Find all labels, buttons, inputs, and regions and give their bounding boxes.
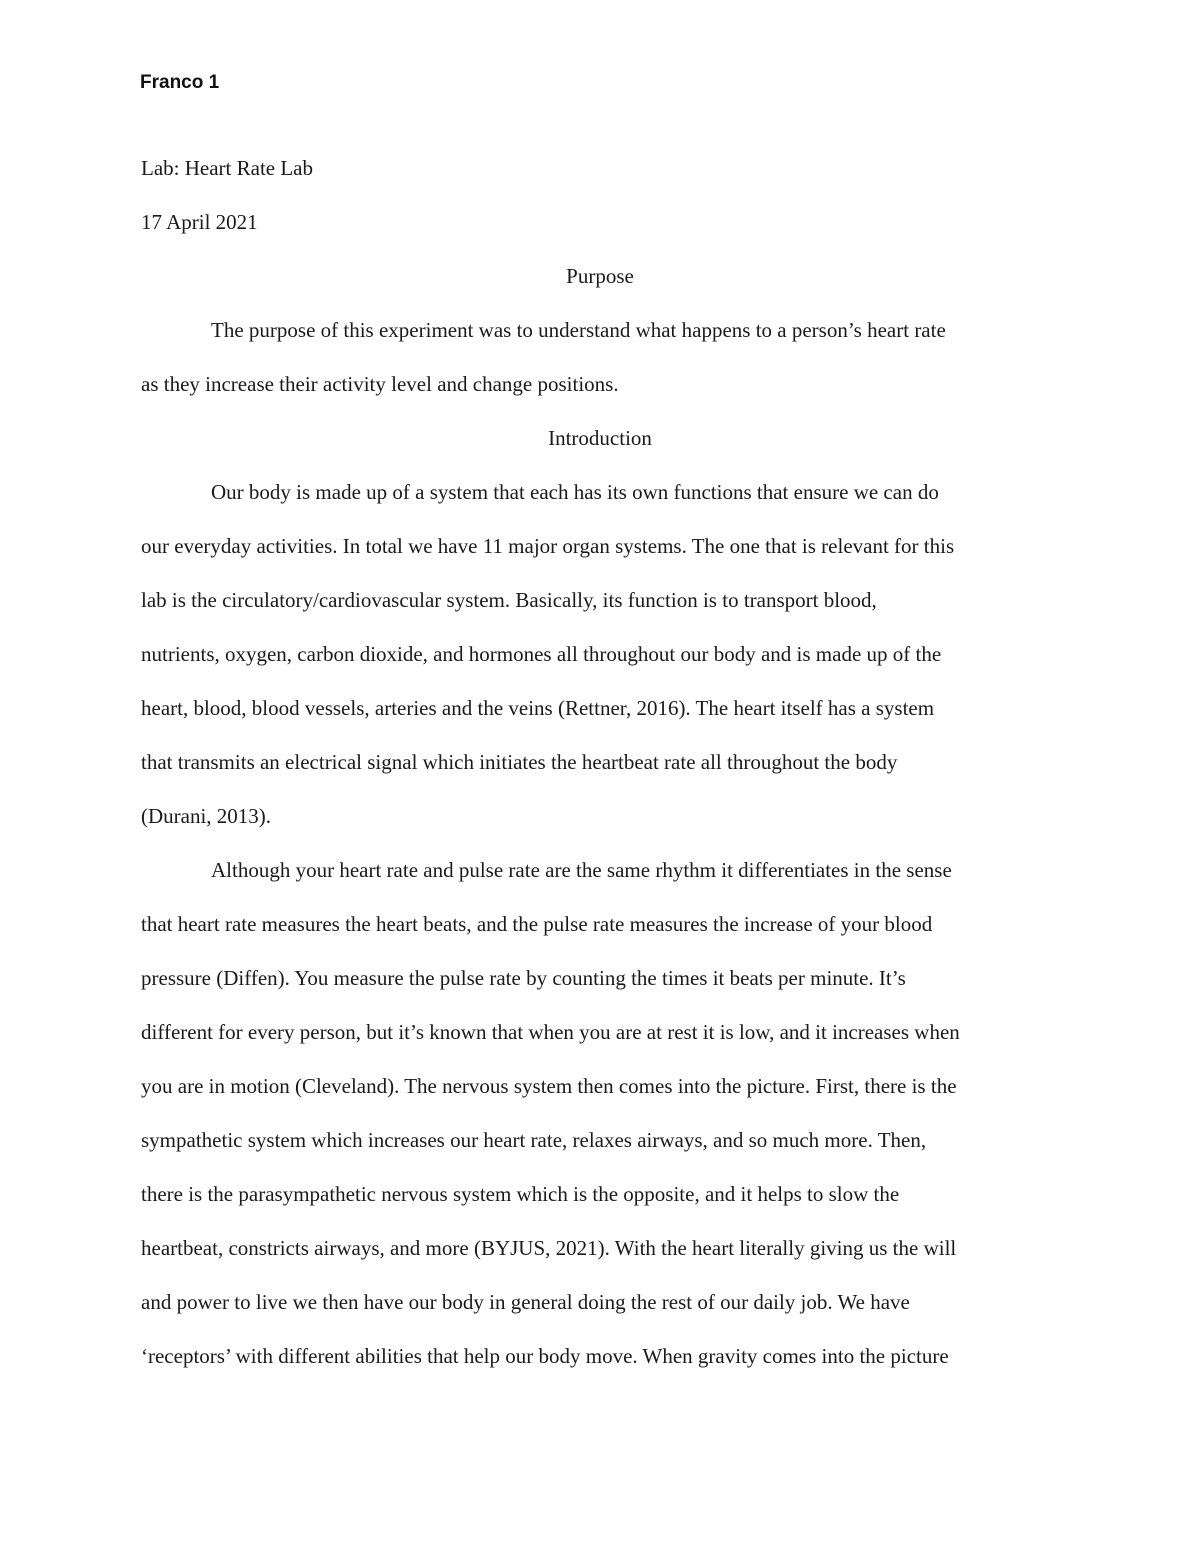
- paragraph-line: different for every person, but it’s known that when you are at rest it is low, and it increases when: [141, 1020, 960, 1044]
- document-body: [141, 141, 1061, 1383]
- paragraph-line: nutrients, oxygen, carbon dioxide, and hormones all throughout our body and is made up of the: [141, 642, 942, 666]
- paragraph-line: ‘receptors’ with different abilities that help our body move. When gravity comes into the picture: [141, 1344, 949, 1368]
- introduction-paragraph-1: [141, 465, 1061, 843]
- paragraph-line: heartbeat, constricts airways, and more (BYJUS, 2021). With the heart literally giving us the will: [141, 1236, 957, 1260]
- paragraph-line: pressure (Diffen). You measure the pulse rate by counting the times it beats per minute. It’s: [141, 966, 906, 990]
- date-line: 17 April 2021: [141, 210, 258, 234]
- introduction-paragraph-2: [141, 843, 1061, 1383]
- paragraph-line: that transmits an electrical signal which initiates the heartbeat rate all throughout the body: [141, 750, 898, 774]
- purpose-paragraph: [141, 303, 1061, 411]
- running-head: Franco 1: [140, 72, 220, 93]
- paragraph-line: as they increase their activity level and change positions.: [141, 372, 619, 396]
- paragraph-line: heart, blood, blood vessels, arteries and the veins (Rettner, 2016). The heart itself has a system: [141, 696, 935, 720]
- paragraph-line: (Durani, 2013).: [141, 804, 272, 828]
- section-heading-introduction: Introduction: [548, 426, 652, 450]
- paragraph-line: you are in motion (Cleveland). The nervous system then comes into the picture. First, there is the: [141, 1074, 957, 1098]
- lab-title-line: Lab: Heart Rate Lab: [141, 156, 313, 180]
- paragraph-line: Our body is made up of a system that each has its own functions that ensure we can do: [211, 480, 939, 504]
- paragraph-line: there is the parasympathetic nervous system which is the opposite, and it helps to slow the: [141, 1182, 900, 1206]
- section-heading-purpose: Purpose: [566, 264, 634, 288]
- paragraph-line: Although your heart rate and pulse rate are the same rhythm it differentiates in the sense: [211, 858, 952, 882]
- paragraph-line: our everyday activities. In total we have 11 major organ systems. The one that is relevant for this: [141, 534, 955, 558]
- paragraph-line: sympathetic system which increases our heart rate, relaxes airways, and so much more. Then,: [141, 1128, 927, 1152]
- paragraph-line: that heart rate measures the heart beats, and the pulse rate measures the increase of your blood: [141, 912, 933, 936]
- paragraph-line: The purpose of this experiment was to understand what happens to a person’s heart rate: [211, 318, 946, 342]
- paragraph-line: lab is the circulatory/cardiovascular system. Basically, its function is to transport blood,: [141, 588, 877, 612]
- paragraph-line: and power to live we then have our body in general doing the rest of our daily job. We have: [141, 1290, 910, 1314]
